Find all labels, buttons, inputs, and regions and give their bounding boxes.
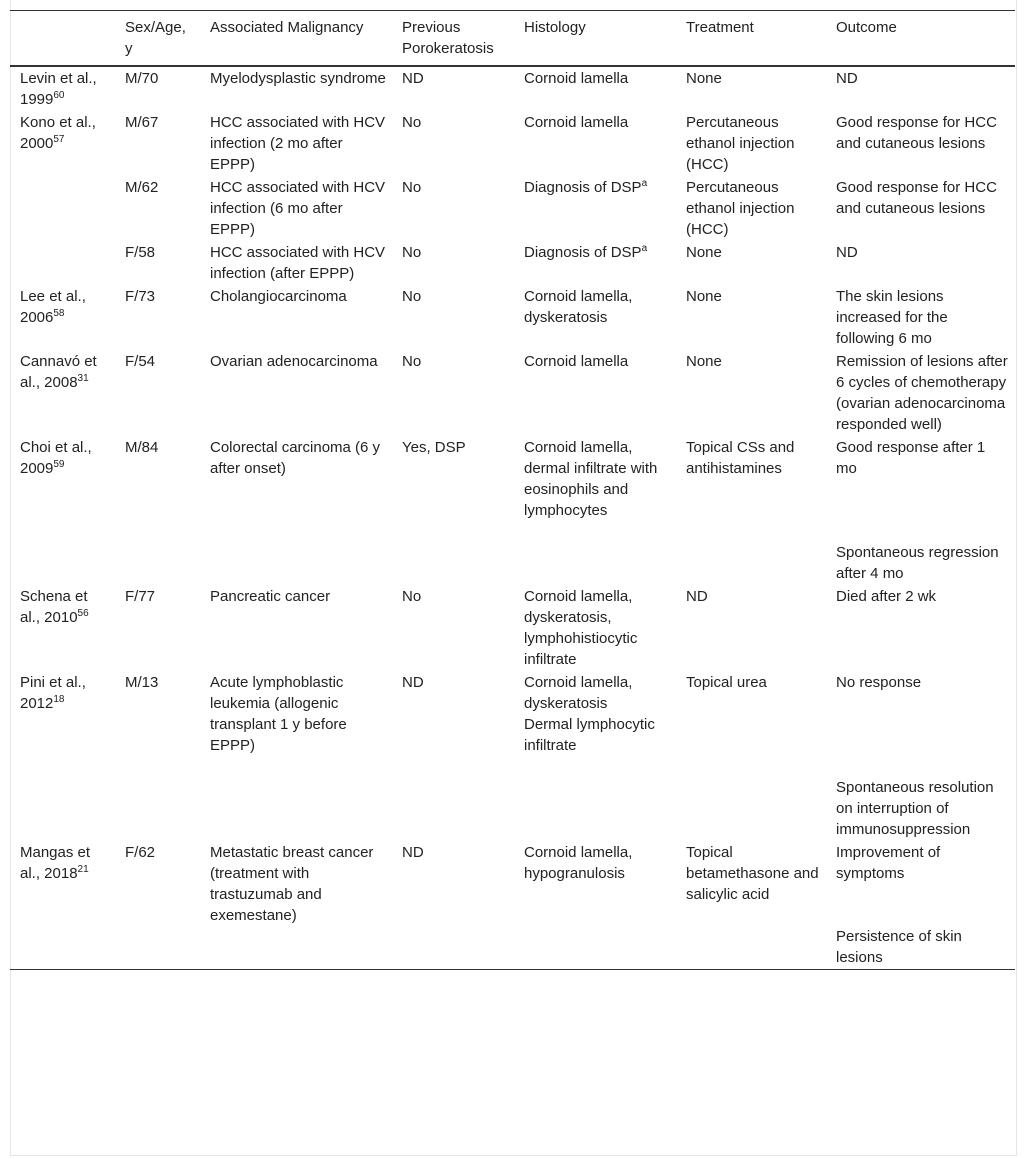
cell-previous: No [402,588,422,605]
cell-sex-age: F/54 [125,353,156,370]
cell-histology: Diagnosis of DSP$^a$ [524,178,648,196]
cell-histology: Cornoid lamella, dyskeratosis [524,288,633,326]
cell-treatment: ND [686,588,708,605]
cell-previous: Yes, DSP [402,439,466,456]
header-reference [10,11,115,67]
table-row [10,111,1015,176]
cell-malignancy: Myelodysplastic syndrome [210,70,386,87]
cell-malignancy: HCC associated with HCV infection (after EPPP) [210,244,386,282]
cell-reference: Kono et al., 2000$^{57}$ [20,114,96,152]
cell-reference: Lee et al., 2006$^{58}$ [20,288,86,326]
cell-outcome [826,671,1015,841]
cell-sex-age: M/13 [125,674,159,691]
cell-outcome: Good response for HCC and cutaneous lesions [836,114,997,152]
cell-sex-age: F/73 [125,288,156,305]
cell-malignancy: Pancreatic cancer [210,588,331,605]
cell-sex-age: F/77 [125,588,156,605]
cell-outcome: Good response for HCC and cutaneous lesions [836,179,997,217]
table-row [10,176,1015,241]
header-associated-malignancy: Associated Malignancy [210,19,364,36]
outcome-line: Improvement of symptoms [836,844,941,882]
cell-malignancy: Metastatic breast cancer (treatment with trastuzumab and exemestane) [210,844,374,924]
cell-outcome [826,841,1015,970]
cell-reference: Choi et al., 2009$^{59}$ [20,439,92,477]
outcome-line: Good response after 1 mo [836,439,986,477]
header-sex-age: Sex/Age, y [125,19,186,57]
cell-outcome: Died after 2 wk [836,588,937,605]
outcome-line: Persistence of skin lesions [836,928,962,966]
cell-outcome: ND [836,70,858,87]
cell-histology: Cornoid lamella [524,353,629,370]
histology-line: Cornoid lamella, dyskeratosis [524,674,633,712]
cell-outcome: ND [836,244,858,261]
cell-previous: No [402,114,422,131]
cell-sex-age: M/62 [125,179,159,196]
cell-sex-age: F/58 [125,244,156,261]
cell-treatment: None [686,353,722,370]
cell-histology: Cornoid lamella [524,114,629,131]
cell-malignancy: Ovarian adenocarcinoma [210,353,378,370]
cell-sex-age: M/84 [125,439,159,456]
table-row [10,671,1015,841]
cell-malignancy: Cholangiocarcinoma [210,288,347,305]
table-row [10,585,1015,671]
cell-previous: ND [402,674,424,691]
table-row [10,241,1015,285]
porokeratosis-malignancy-table [10,10,1015,970]
cell-previous: No [402,353,422,370]
header-previous-porokeratosis: Previous Porokeratosis [402,19,494,57]
cell-reference: Schena et al., 2010$^{56}$ [20,588,89,626]
histology-line: Dermal lymphocytic infiltrate [524,716,655,754]
cell-reference: Pini et al., 2012$^{18}$ [20,674,86,712]
cell-previous: ND [402,70,424,87]
header-outcome: Outcome [836,19,897,36]
cell-sex-age: M/67 [125,114,159,131]
table-row [10,436,1015,585]
cell-histology [514,671,676,841]
cell-histology: Cornoid lamella, dyskeratosis, lymphohistiocytic infiltrate [524,588,638,668]
cell-treatment: None [686,244,722,261]
table-header-row [10,11,1015,67]
cell-malignancy: Acute lymphoblastic leukemia (allogenic transplant 1 y before EPPP) [210,674,347,754]
table-row [10,841,1015,970]
cell-treatment: None [686,288,722,305]
cell-treatment: Topical betamethasone and salicylic acid [686,844,819,903]
cell-treatment: None [686,70,722,87]
outcome-line: No response [836,674,922,691]
cell-malignancy: HCC associated with HCV infection (6 mo after EPPP) [210,179,386,238]
cell-previous: No [402,179,422,196]
cell-malignancy: HCC associated with HCV infection (2 mo after EPPP) [210,114,386,173]
table-row [10,285,1015,350]
outcome-line: Spontaneous regression after 4 mo [836,544,999,582]
cell-outcome: Remission of lesions after 6 cycles of chemotherapy (ovarian adenocarcinoma responded well) [836,353,1008,433]
cell-outcome [826,436,1015,585]
cell-histology: Cornoid lamella, dermal infiltrate with eosinophils and lymphocytes [524,439,658,519]
cell-reference [10,176,115,241]
table-row [10,350,1015,436]
cell-sex-age: F/62 [125,844,156,861]
cell-previous: ND [402,844,424,861]
cell-previous: No [402,288,422,305]
cell-histology: Cornoid lamella [524,70,629,87]
cell-histology: Diagnosis of DSP$^a$ [524,243,648,261]
outcome-line: Spontaneous resolution on interruption of immunosuppression [836,779,994,838]
table-row [10,66,1015,111]
header-histology: Histology [524,19,586,36]
cell-reference: Cannavó et al., 2008$^{31}$ [20,353,97,391]
header-treatment: Treatment [686,19,754,36]
cell-malignancy: Colorectal carcinoma (6 y after onset) [210,439,381,477]
cell-previous: No [402,244,422,261]
cell-reference [10,241,115,285]
cell-treatment: Percutaneous ethanol injection (HCC) [686,114,795,173]
cell-histology: Cornoid lamella, hypogranulosis [524,844,633,882]
cell-reference: Mangas et al., 2018$^{21}$ [20,844,91,882]
cell-sex-age: M/70 [125,70,159,87]
cell-treatment: Percutaneous ethanol injection (HCC) [686,179,795,238]
cell-treatment: Topical urea [686,674,767,691]
cell-reference: Levin et al., 1999$^{60}$ [20,70,97,108]
cell-treatment: Topical CSs and antihistamines [686,439,795,477]
cell-outcome: The skin lesions increased for the following 6 mo [836,288,948,347]
